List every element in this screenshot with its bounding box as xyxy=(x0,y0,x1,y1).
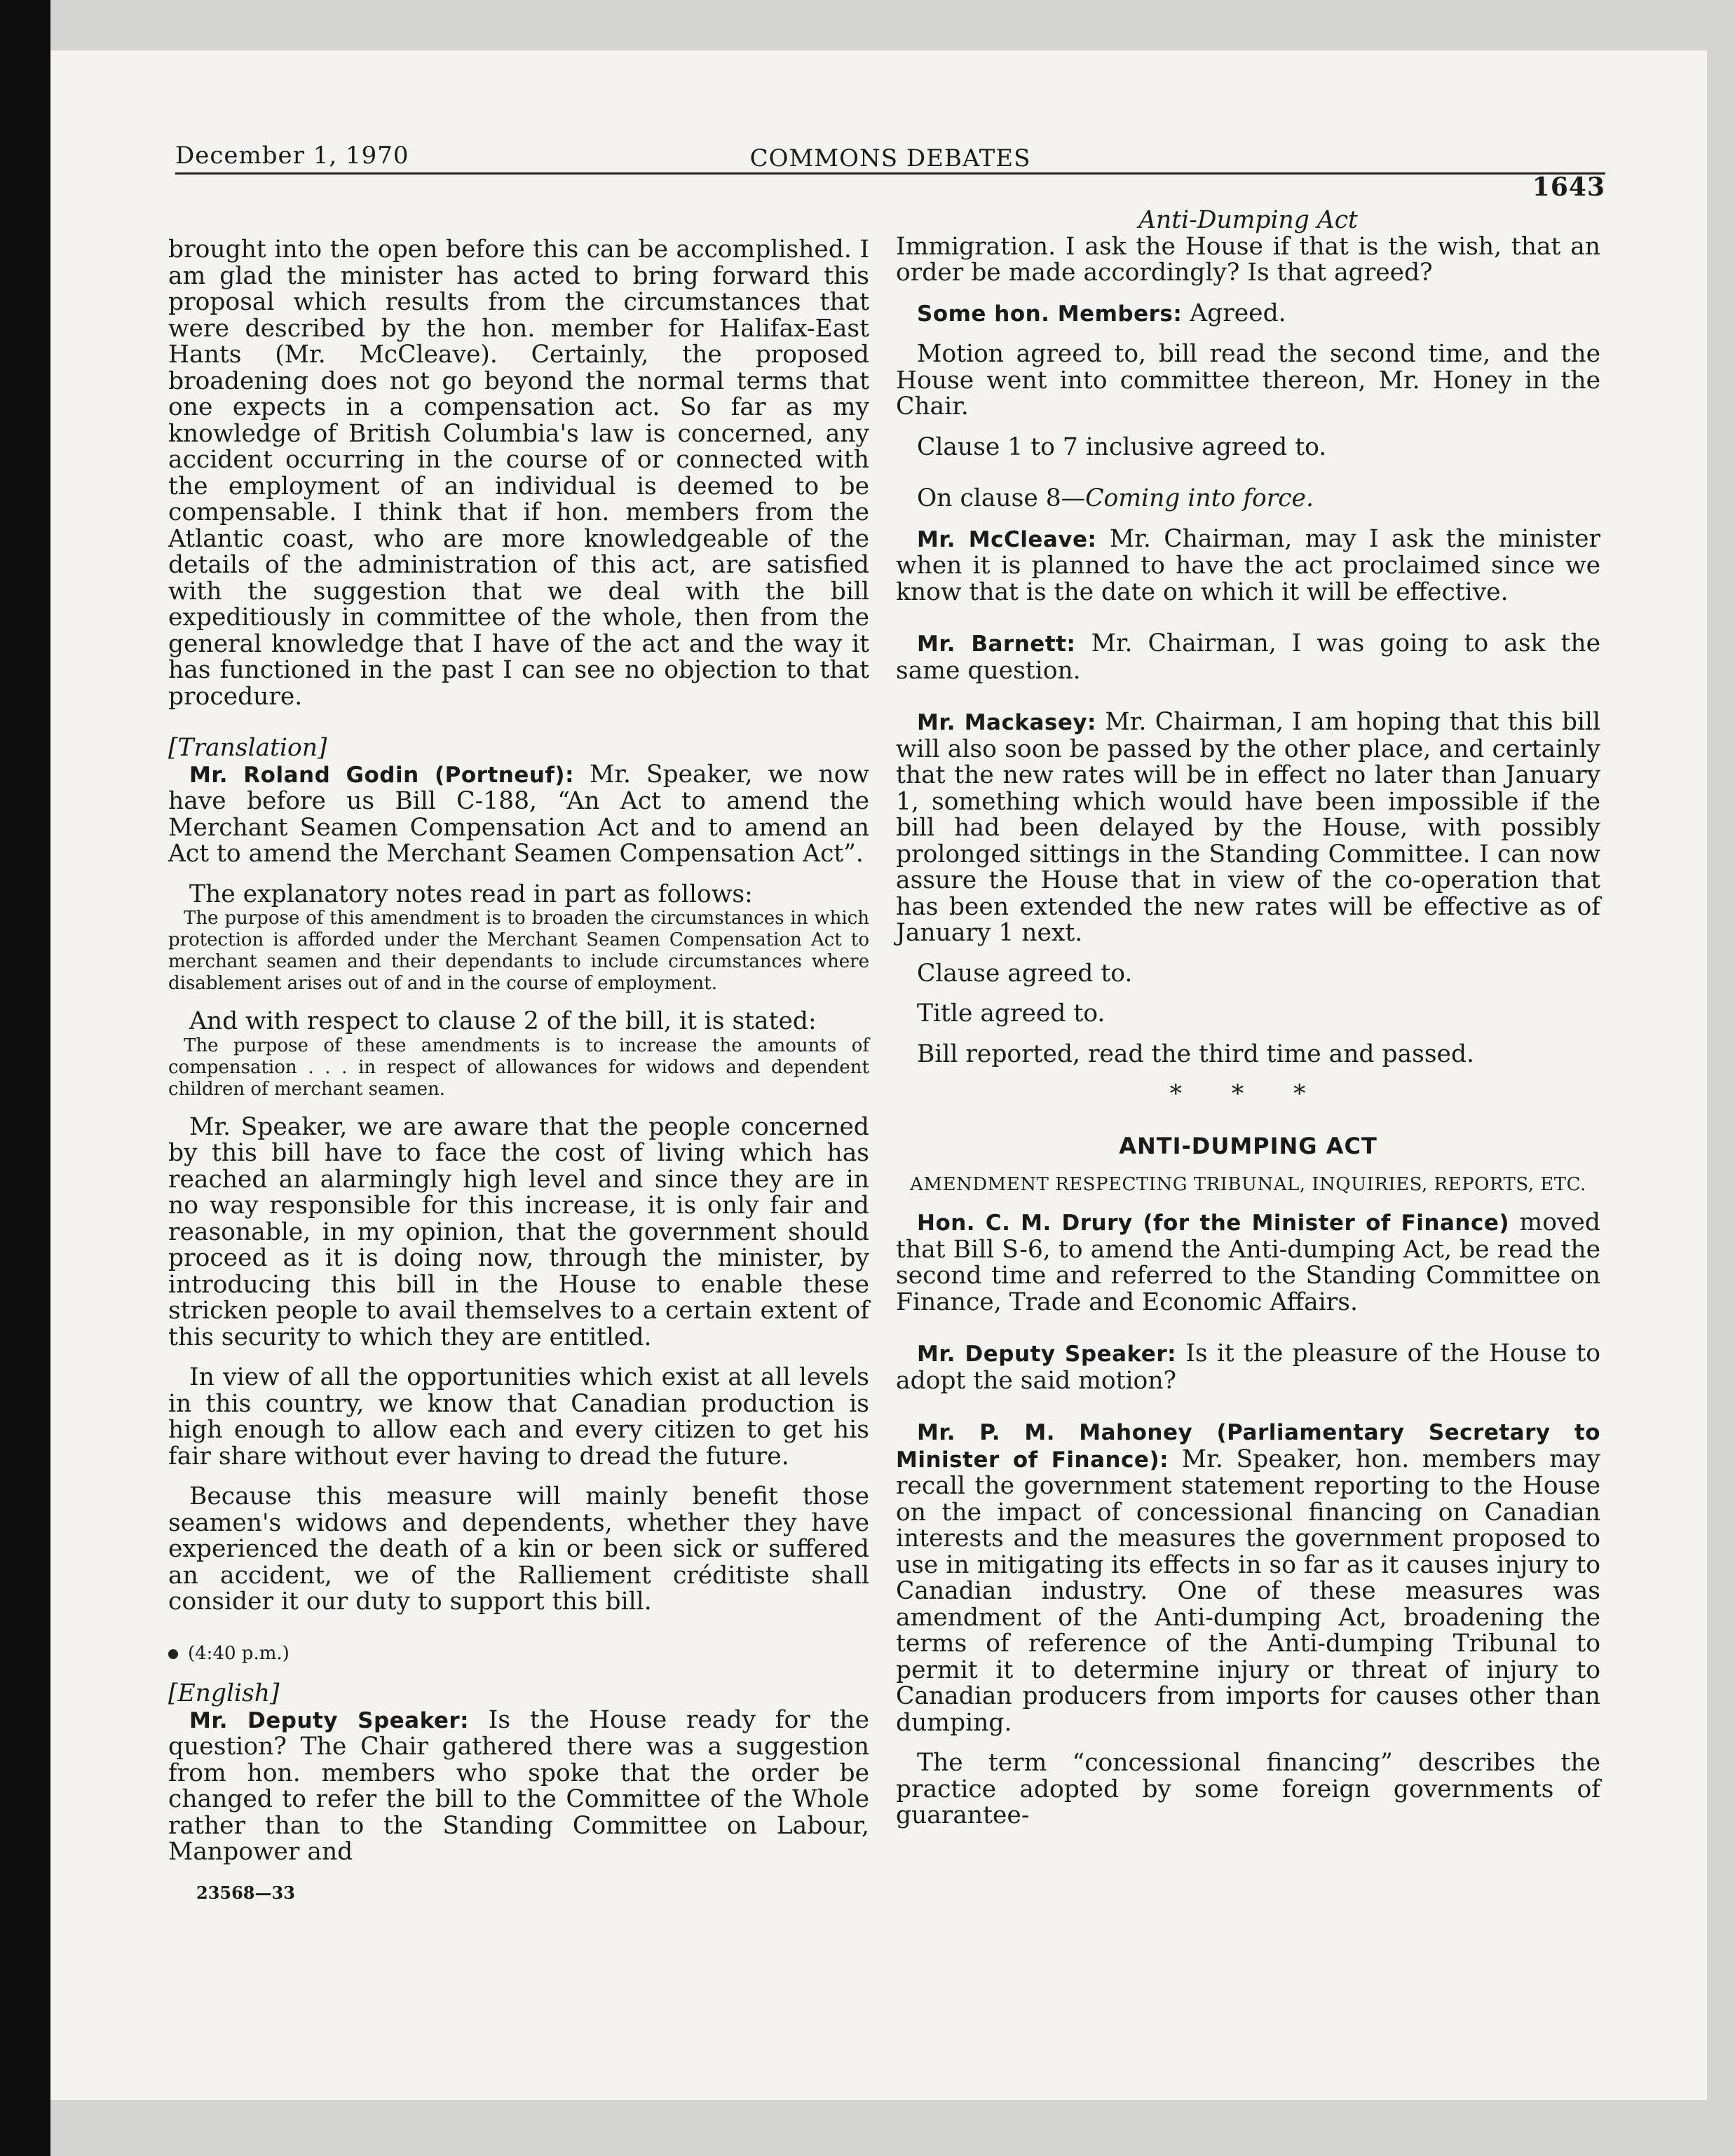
running-head: Anti-Dumping Act xyxy=(1138,206,1358,234)
paragraph: The explanatory notes read in part as follows: xyxy=(189,880,753,908)
speech-text: Mr. Chairman, I was going to ask the same question. xyxy=(896,629,1601,685)
paragraph: And with respect to clause 2 of the bill, it is stated: xyxy=(189,1007,817,1035)
quote: The purpose of this amendment is to broaden the circumstances in which protection is afforded under the Merchant Seamen Compensation Act to merchant seamen and their dependants to include circumstances where disablement arises out of and in the course of employment. xyxy=(168,908,869,994)
speaker-name: Some hon. Members: xyxy=(917,301,1183,327)
speaker-name: Mr. Roland Godin (Portneuf): xyxy=(189,762,574,788)
speech-text: Mr. Chairman, I am hoping that this bill will also soon be passed by the other place, and certainly that the new rates will be in effect no later than January 1, something which would have been impossible if the bill had been delayed by the House, with possibly prolonged sittings in the Standing Committee. I can now assure the House that in view of the co-operation that has been extended the new rates will be effective as of January 1 next. xyxy=(896,708,1601,947)
speaker-name: Mr. McCleave: xyxy=(917,526,1097,552)
right-column xyxy=(896,207,1600,1829)
footer-code: 23568—33 xyxy=(196,1882,295,1903)
speech-some-members xyxy=(896,301,1600,328)
speech-mahoney xyxy=(896,1419,1600,1736)
page-header xyxy=(175,137,1605,202)
page-number: 1643 xyxy=(1532,172,1605,202)
speech-text: Is the House ready for the question? The Chair gathered there was a suggestion from hon. members who spoke that the order be changed to refer the bill to the Committee of the Whole rather than to the Standing Committee on Labour, Manpower and xyxy=(168,1705,869,1866)
on-clause-8: On clause 8—Coming into force. xyxy=(917,484,1314,512)
speech-text: moved that Bill S-6, to amend the Anti-dumping Act, be read the second time and referred to the Standing Committee on Finance, Trade and Economic Affairs. xyxy=(896,1208,1600,1316)
paragraph: Title agreed to. xyxy=(917,999,1105,1028)
paragraph: Immigration. I ask the House if that is the wish, that an order be made accordingly? Is that agreed? xyxy=(896,232,1600,287)
speech-text: Is it the pleasure of the House to adopt the said motion? xyxy=(896,1339,1601,1395)
time-marker: (4:40 p.m.) xyxy=(168,1641,869,1667)
speaker-name: Hon. C. M. Drury (for the Minister of Finance) xyxy=(917,1210,1510,1236)
section-divider: * * * xyxy=(1169,1080,1327,1108)
speech-text: Mr. Chairman, may I ask the minister when it is planned to have the act proclaimed since we know that is the date on which it will be effective. xyxy=(896,524,1600,606)
paragraph: Bill reported, read the third time and passed. xyxy=(917,1039,1474,1068)
speech-mccleave xyxy=(896,526,1600,606)
paragraph: Clause agreed to. xyxy=(917,959,1133,988)
speech-text: Agreed. xyxy=(1190,299,1286,327)
left-column xyxy=(168,237,869,1906)
quote: The purpose of these amendments is to increase the amounts of compensation . . . in respect of allowances for widows and dependent children of merchant seamen. xyxy=(168,1035,869,1100)
speech-barnett xyxy=(896,631,1600,684)
paragraph: Clause 1 to 7 inclusive agreed to. xyxy=(917,432,1327,461)
bullet-icon xyxy=(168,1649,178,1659)
english-marker: [English] xyxy=(168,1679,280,1707)
scan-border-bottom xyxy=(50,2100,1735,2156)
section-heading: ANTI-DUMPING ACT xyxy=(1119,1132,1377,1159)
speech-drury xyxy=(896,1210,1600,1316)
paragraph: Motion agreed to, bill read the second time, and the House went into committee thereon, Mr. Honey in the Chair. xyxy=(896,340,1600,421)
speech-mackasey xyxy=(896,709,1600,947)
header-date: December 1, 1970 xyxy=(175,142,409,170)
paragraph: The term “concessional financing” describes the practice adopted by some foreign governments of guarantee- xyxy=(896,1749,1600,1829)
paragraph: brought into the open before this can be accomplished. I am glad the minister has acted to bring forward this proposal which results from the circumstances that were described by the hon. member for Halifax-East Hants (Mr. McCleave). Certainly, the proposed broadening does not go beyond the normal terms that one expects in a compensation act. So far as my knowledge of British Columbia's law is concerned, any accident occurring in the course of or connected with the employment of an individual is deemed to be compensable. I think that if hon. members from the Atlantic coast, who are more knowledgeable of the details of the administration of this act, are satisfied with the suggestion that we deal with the bill expeditiously in committee of the whole, then from the general knowledge that I have of the act and the way it has functioned in the past I can see no objection to that procedure. xyxy=(168,236,869,711)
header-title: COMMONS DEBATES xyxy=(749,144,1031,172)
speaker-name: Mr. Barnett: xyxy=(917,632,1076,657)
speaker-name: Mr. Mackasey: xyxy=(917,710,1096,735)
paragraph: In view of all the opportunities which exist at all levels in this country, we know that Canadian production is high enough to allow each and every citizen to get his fair share without ever having to dread the future. xyxy=(168,1363,869,1471)
section-subheading: AMENDMENT RESPECTING TRIBUNAL, INQUIRIES, REPORTS, ETC. xyxy=(910,1174,1586,1195)
speech-godin xyxy=(168,762,869,868)
speech-text: Mr. Speaker, we now have before us Bill C-188, “An Act to amend the Merchant Seamen Compensation Act and to amend an Act to amend the Merchant Seamen Compensation Act”. xyxy=(168,760,870,868)
speech-deputy-speaker xyxy=(896,1341,1600,1394)
paragraph: Because this measure will mainly benefit those seamen's widows and dependents, whether they have experienced the death of a kin or been sick or suffered an accident, we of the Ralliement créditiste shall consider it our duty to support this bill. xyxy=(168,1482,869,1616)
translation-marker: [Translation] xyxy=(168,734,327,762)
speaker-name: Mr. Deputy Speaker: xyxy=(917,1342,1177,1367)
speech-deputy-speaker xyxy=(168,1707,869,1866)
scan-border-top xyxy=(50,0,1735,50)
speech-text: Mr. Speaker, hon. members may recall the government statement reporting to the House on the impact of concessional financing on Canadian interests and the measures the government proposed to use in mitigating its effects in so far as it causes injury to Canadian industry. One of these measures was amendment of the Anti-dumping Act, broadening the terms of reference of the Anti-dumping Tribunal to permit it to determine injury or threat of injury to Canadian producers from imports for causes other than dumping. xyxy=(896,1445,1600,1737)
scan-border-right xyxy=(1707,0,1735,2156)
speaker-name: Mr. P. M. Mahoney (Parliamentary Secretary to Minister of Finance): xyxy=(896,1420,1600,1473)
paragraph: Mr. Speaker, we are aware that the people concerned by this bill have to face the cost of living which has reached an alarmingly high level and since they are in no way responsible for this increase, it is only fair and reasonable, in my opinion, that the government should proceed as it is doing now, through the minister, by introducing this bill in the House to enable these stricken people to avail themselves to a certain extent of this security to which they are entitled. xyxy=(168,1112,869,1351)
speaker-name: Mr. Deputy Speaker: xyxy=(189,1707,470,1733)
scan-border-left xyxy=(0,0,50,2156)
